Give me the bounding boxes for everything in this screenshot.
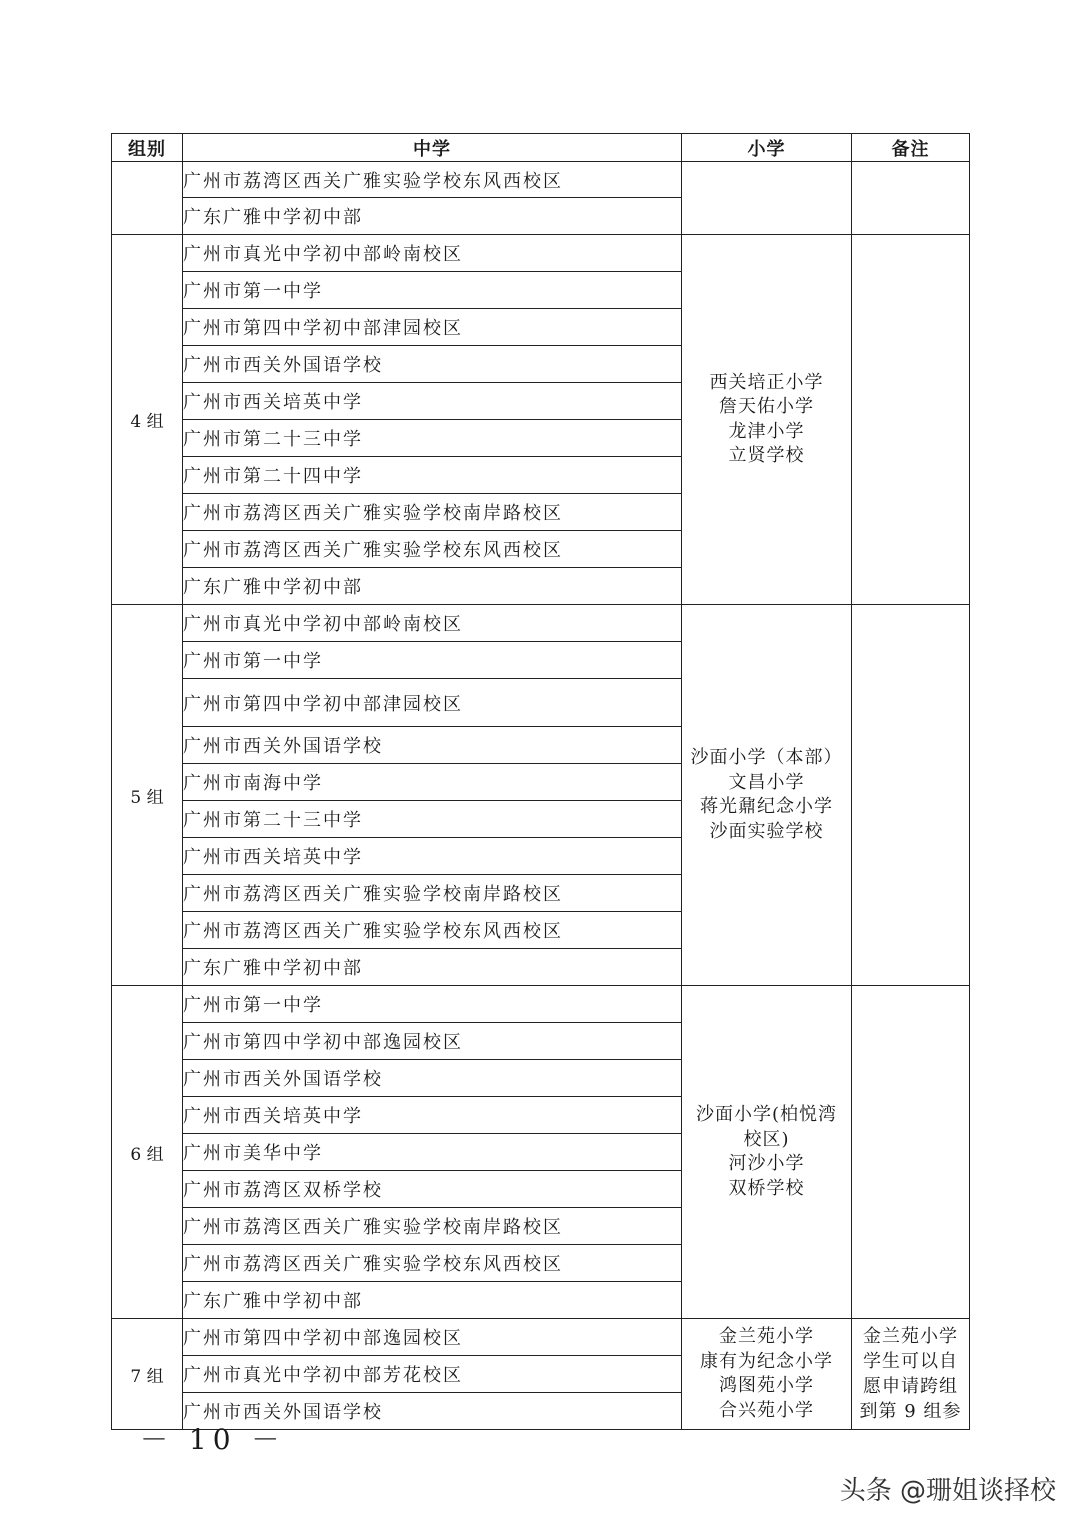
middle-school-name: 广州市第二十四中学 bbox=[183, 457, 682, 494]
primary-school-list bbox=[682, 605, 852, 986]
middle-school-name: 广州市西关外国语学校 bbox=[183, 346, 682, 383]
middle-school-name: 广东广雅中学初中部 bbox=[183, 1282, 682, 1319]
middle-school-name: 广东广雅中学初中部 bbox=[183, 949, 682, 986]
primary-school-list bbox=[682, 986, 852, 1319]
watermark: 头条 @珊姐谈择校 bbox=[839, 1476, 1056, 1506]
primary-school-name: 立贤学校 bbox=[728, 445, 805, 466]
primary-school-name: 沙面小学（本部） bbox=[690, 747, 843, 768]
page-number: － 10 － bbox=[140, 1423, 286, 1456]
note-line: 学生可以自 bbox=[863, 1351, 958, 1372]
primary-school-name: 河沙小学 bbox=[728, 1153, 805, 1174]
primary-school-name: 詹天佑小学 bbox=[719, 396, 814, 417]
primary-school-name: 沙面小学(柏悦湾 bbox=[695, 1104, 838, 1125]
table-row bbox=[112, 1319, 970, 1356]
note-cell bbox=[852, 605, 970, 986]
middle-school-name: 广州市荔湾区西关广雅实验学校南岸路校区 bbox=[183, 1208, 682, 1245]
table-row bbox=[112, 605, 970, 642]
table-body bbox=[112, 162, 970, 1430]
middle-school-name: 广州市真光中学初中部岭南校区 bbox=[183, 605, 682, 642]
header-row bbox=[112, 134, 970, 162]
middle-school-name: 广州市西关外国语学校 bbox=[183, 727, 682, 764]
middle-school-name: 广州市荔湾区西关广雅实验学校南岸路校区 bbox=[183, 494, 682, 531]
middle-school-name: 广州市西关培英中学 bbox=[183, 838, 682, 875]
middle-school-name: 广州市第一中学 bbox=[183, 272, 682, 309]
middle-school-name: 广州市第二十三中学 bbox=[183, 801, 682, 838]
middle-school-name: 广州市荔湾区双桥学校 bbox=[183, 1171, 682, 1208]
middle-school-name: 广州市真光中学初中部岭南校区 bbox=[183, 235, 682, 272]
middle-school-name: 广州市第四中学初中部津园校区 bbox=[183, 679, 682, 727]
group-label: 5 组 bbox=[112, 605, 183, 986]
group-label: 4 组 bbox=[112, 235, 183, 605]
middle-school-name: 广州市第一中学 bbox=[183, 986, 682, 1023]
group-label: 7 组 bbox=[112, 1319, 183, 1430]
primary-school-list bbox=[682, 1319, 852, 1430]
primary-school-name: 西关培正小学 bbox=[709, 371, 824, 393]
middle-school-name: 广州市荔湾区西关广雅实验学校南岸路校区 bbox=[183, 875, 682, 912]
primary-school-name: 鸿图苑小学 bbox=[719, 1375, 814, 1396]
middle-school-name: 广州市第四中学初中部逸园校区 bbox=[183, 1319, 682, 1356]
group-label: 6 组 bbox=[112, 986, 183, 1319]
middle-school-name: 广州市西关外国语学校 bbox=[183, 1060, 682, 1097]
middle-school-name: 广州市荔湾区西关广雅实验学校东风西校区 bbox=[183, 912, 682, 949]
primary-school-list bbox=[682, 235, 852, 605]
middle-school-name: 广州市荔湾区西关广雅实验学校东风西校区 bbox=[183, 1245, 682, 1282]
middle-school-name: 广州市真光中学初中部芳花校区 bbox=[183, 1356, 682, 1393]
middle-school-name: 广州市第二十三中学 bbox=[183, 420, 682, 457]
note-cell bbox=[852, 986, 970, 1319]
group-label bbox=[112, 162, 183, 235]
middle-school-name: 广州市美华中学 bbox=[183, 1134, 682, 1171]
primary-school-name: 龙津小学 bbox=[728, 420, 805, 442]
note-line: 到第 9 组参 bbox=[859, 1401, 962, 1422]
primary-school-name: 沙面实验学校 bbox=[709, 820, 824, 842]
note-cell bbox=[852, 1319, 970, 1430]
middle-school-name: 广东广雅中学初中部 bbox=[183, 198, 682, 235]
middle-school-name: 广州市西关培英中学 bbox=[183, 383, 682, 420]
middle-school-name: 广州市荔湾区西关广雅实验学校东风西校区 bbox=[183, 162, 682, 198]
primary-school-name: 合兴苑小学 bbox=[719, 1399, 814, 1421]
middle-school-name: 广州市第四中学初中部逸园校区 bbox=[183, 1023, 682, 1060]
middle-school-name: 广州市西关培英中学 bbox=[183, 1097, 682, 1134]
primary-school-name: 蒋光鼐纪念小学 bbox=[700, 796, 833, 817]
note-cell bbox=[852, 162, 970, 235]
school-group-table bbox=[111, 133, 970, 1430]
header-middle-school: 中学 bbox=[183, 134, 682, 162]
middle-school-name: 广州市南海中学 bbox=[183, 764, 682, 801]
primary-school-name: 康有为纪念小学 bbox=[700, 1350, 833, 1372]
primary-school-name: 金兰苑小学 bbox=[719, 1326, 814, 1347]
primary-school-list bbox=[682, 162, 852, 235]
header-primary-school: 小学 bbox=[682, 134, 852, 162]
header-group: 组别 bbox=[112, 134, 183, 162]
primary-school-name: 文昌小学 bbox=[728, 771, 805, 793]
note-line: 愿申请跨组 bbox=[863, 1376, 958, 1397]
primary-school-name: 校区) bbox=[743, 1128, 790, 1150]
note-line: 金兰苑小学 bbox=[863, 1326, 958, 1347]
primary-school-name: 双桥学校 bbox=[728, 1177, 805, 1199]
table-row bbox=[112, 235, 970, 272]
table-row bbox=[112, 986, 970, 1023]
middle-school-name: 广州市第四中学初中部津园校区 bbox=[183, 309, 682, 346]
header-note: 备注 bbox=[852, 134, 970, 162]
middle-school-name: 广州市荔湾区西关广雅实验学校东风西校区 bbox=[183, 531, 682, 568]
middle-school-name: 广东广雅中学初中部 bbox=[183, 568, 682, 605]
note-cell bbox=[852, 235, 970, 605]
middle-school-name: 广州市西关外国语学校 bbox=[183, 1393, 682, 1430]
table-row bbox=[112, 162, 970, 198]
middle-school-name: 广州市第一中学 bbox=[183, 642, 682, 679]
